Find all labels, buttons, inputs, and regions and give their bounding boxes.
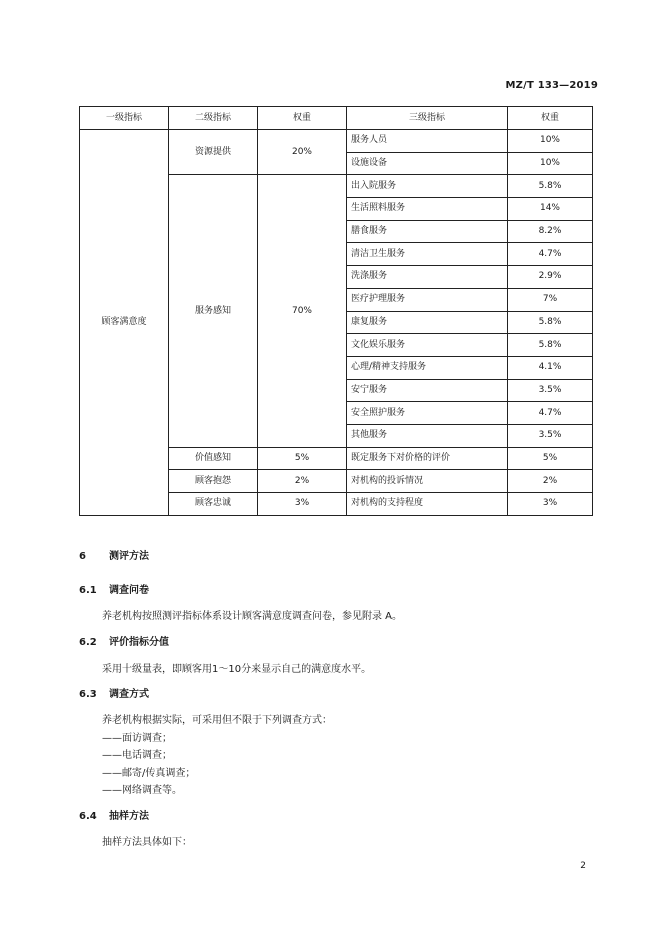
level3-cell: 心理/精神支持服务 (347, 356, 508, 379)
level3-weight-cell: 3.5% (508, 424, 593, 447)
level3-weight-cell: 5.8% (508, 334, 593, 357)
level2-weight-cell: 20% (258, 130, 347, 175)
level3-cell: 既定服务下对价格的评价 (347, 447, 508, 470)
level3-weight-cell: 3% (508, 493, 593, 516)
section-title: 测评方法 (109, 551, 149, 562)
section-number: 6.3 (79, 689, 97, 700)
section-title: 评价指标分值 (109, 637, 169, 648)
level3-cell: 医疗护理服务 (347, 288, 508, 311)
section-number: 6.2 (79, 637, 97, 648)
table-header-row (80, 107, 593, 130)
level3-weight-cell: 8.2% (508, 220, 593, 243)
list-item: ——面访调查； (102, 733, 172, 744)
list-item: ——邮寄/传真调查； (102, 768, 196, 779)
level3-cell: 设施设备 (347, 152, 508, 175)
level2-weight-cell: 3% (258, 493, 347, 516)
level3-weight-cell: 3.5% (508, 379, 593, 402)
standard-code: MZ/T 133—2019 (505, 80, 598, 91)
table-row (80, 130, 593, 153)
level2-weight-cell: 5% (258, 447, 347, 470)
section-6-4-heading (79, 812, 149, 822)
level2-cell: 价值感知 (169, 447, 258, 470)
level3-weight-cell: 7% (508, 288, 593, 311)
level3-weight-cell: 4.7% (508, 243, 593, 266)
level3-weight-cell: 5% (508, 447, 593, 470)
list-item: ——电话调查； (102, 750, 172, 761)
level2-weight-cell: 2% (258, 470, 347, 493)
level3-weight-cell: 10% (508, 152, 593, 175)
header-weight3: 权重 (508, 107, 593, 130)
level3-cell: 对机构的投诉情况 (347, 470, 508, 493)
header-level2: 二级指标 (169, 107, 258, 130)
page-number: 2 (580, 861, 586, 871)
level3-cell: 服务人员 (347, 130, 508, 153)
level3-weight-cell: 10% (508, 130, 593, 153)
header-weight2: 权重 (258, 107, 347, 130)
level3-weight-cell: 2.9% (508, 266, 593, 289)
level3-cell: 安宁服务 (347, 379, 508, 402)
section-title: 调查问卷 (109, 585, 149, 596)
index-table (79, 106, 593, 516)
section-title: 抽样方法 (109, 811, 149, 822)
level3-cell: 洗涤服务 (347, 266, 508, 289)
level2-cell: 服务感知 (169, 175, 258, 447)
level3-cell: 安全照护服务 (347, 402, 508, 425)
level2-cell: 资源提供 (169, 130, 258, 175)
level3-cell: 康复服务 (347, 311, 508, 334)
level2-cell: 顾客抱怨 (169, 470, 258, 493)
level3-cell: 其他服务 (347, 424, 508, 447)
section-6-heading (79, 552, 149, 562)
section-number: 6 (79, 551, 86, 562)
paragraph: 养老机构按照测评指标体系设计顾客满意度调查问卷，参见附录 A。 (102, 611, 403, 622)
level3-cell: 对机构的支持程度 (347, 493, 508, 516)
level3-weight-cell: 4.7% (508, 402, 593, 425)
level3-cell: 膳食服务 (347, 220, 508, 243)
list-item: ——网络调查等。 (102, 785, 182, 796)
paragraph: 抽样方法具体如下： (102, 837, 192, 848)
level2-cell: 顾客忠诚 (169, 493, 258, 516)
level3-cell: 出入院服务 (347, 175, 508, 198)
level3-cell: 生活照料服务 (347, 198, 508, 221)
section-6-3-heading (79, 690, 149, 700)
section-6-2-heading (79, 638, 169, 648)
level3-weight-cell: 14% (508, 198, 593, 221)
section-6-1-heading (79, 586, 149, 596)
level3-weight-cell: 5.8% (508, 175, 593, 198)
section-number: 6.4 (79, 811, 97, 822)
section-title: 调查方式 (109, 689, 149, 700)
level1-cell: 顾客满意度 (80, 130, 169, 516)
header-level3: 三级指标 (347, 107, 508, 130)
section-number: 6.1 (79, 585, 97, 596)
level2-weight-cell: 70% (258, 175, 347, 447)
level3-weight-cell: 4.1% (508, 356, 593, 379)
paragraph: 养老机构根据实际，可采用但不限于下列调查方式： (102, 715, 332, 726)
level3-weight-cell: 5.8% (508, 311, 593, 334)
paragraph: 采用十级量表，即顾客用1～10分来显示自己的满意度水平。 (102, 664, 372, 675)
level3-cell: 清洁卫生服务 (347, 243, 508, 266)
level3-cell: 文化娱乐服务 (347, 334, 508, 357)
level3-weight-cell: 2% (508, 470, 593, 493)
header-level1: 一级指标 (80, 107, 169, 130)
